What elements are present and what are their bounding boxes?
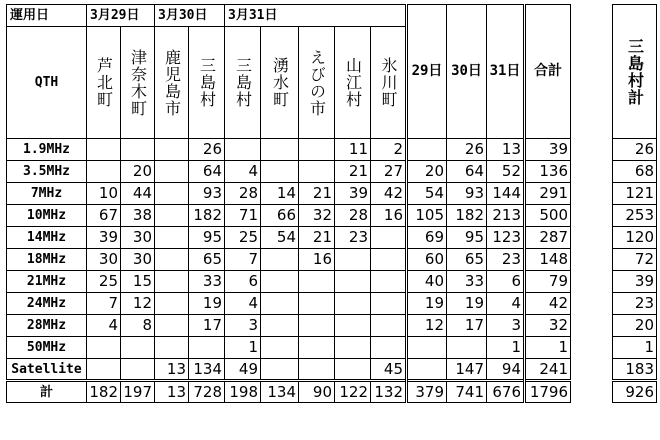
qso-count: 182 [189, 205, 225, 227]
qso-count: 30 [121, 249, 155, 271]
qso-count: 122 [335, 381, 371, 403]
qso-count: 11 [335, 139, 371, 161]
band-label: 21MHz [7, 271, 87, 293]
table-row [7, 359, 571, 381]
qso-count: 17 [189, 315, 225, 337]
qso-count: 65 [189, 249, 225, 271]
qso-count: 4 [225, 161, 261, 183]
grand-total: 32 [525, 315, 571, 337]
qso-table [6, 4, 571, 403]
qso-count [335, 293, 371, 315]
qso-count [121, 359, 155, 381]
qso-count: 44 [121, 183, 155, 205]
mishima-row [613, 315, 657, 337]
qso-count [87, 337, 121, 359]
mishima-count: 120 [613, 227, 657, 249]
qso-count: 95 [189, 227, 225, 249]
mishima-row [613, 139, 657, 161]
qso-count: 33 [189, 271, 225, 293]
qso-count [261, 139, 299, 161]
qso-count [261, 293, 299, 315]
qso-count [371, 271, 407, 293]
qso-count: 64 [189, 161, 225, 183]
qso-count: 182 [87, 381, 121, 403]
qso-count: 90 [299, 381, 335, 403]
day-total: 69 [407, 227, 447, 249]
qso-count: 4 [87, 315, 121, 337]
qso-count [155, 205, 189, 227]
qso-count [87, 139, 121, 161]
qso-count: 6 [225, 271, 261, 293]
qso-count: 26 [189, 139, 225, 161]
qso-count [225, 139, 261, 161]
day-total: 1 [487, 337, 525, 359]
grand-total: 42 [525, 293, 571, 315]
qso-count: 132 [371, 381, 407, 403]
place-mishima-0331: 三島村 [225, 27, 261, 139]
qso-count: 21 [299, 227, 335, 249]
qso-count [155, 161, 189, 183]
day-total: 741 [447, 381, 487, 403]
band-label: 1.9MHz [7, 139, 87, 161]
day-total: 23 [487, 249, 525, 271]
qso-count: 728 [189, 381, 225, 403]
date-0329: 3月29日 [87, 5, 155, 27]
qso-count: 23 [335, 227, 371, 249]
qso-count [371, 249, 407, 271]
mishima-count: 121 [613, 183, 657, 205]
qso-count [155, 183, 189, 205]
grand-total: 136 [525, 161, 571, 183]
qso-count: 25 [225, 227, 261, 249]
mishima-count: 926 [613, 381, 657, 403]
grand-total: 291 [525, 183, 571, 205]
qso-count: 16 [371, 205, 407, 227]
mishima-rows [613, 139, 657, 403]
table-row [7, 271, 571, 293]
mishima-count: 1 [613, 337, 657, 359]
day-total: 52 [487, 161, 525, 183]
grand-total: 39 [525, 139, 571, 161]
day-total: 144 [487, 183, 525, 205]
qso-count: 39 [87, 227, 121, 249]
mishima-total-header: 三島村計 [613, 5, 657, 139]
band-label: 7MHz [7, 183, 87, 205]
qso-count [155, 293, 189, 315]
band-rows [7, 139, 571, 403]
day-total: 26 [447, 139, 487, 161]
qso-count: 27 [371, 161, 407, 183]
qso-count [261, 271, 299, 293]
band-label: 10MHz [7, 205, 87, 227]
place-yamae: 山江村 [335, 27, 371, 139]
day-total: 6 [487, 271, 525, 293]
qso-count [299, 271, 335, 293]
total-row [7, 381, 571, 403]
place-ebino: えびの市 [299, 27, 335, 139]
qso-count: 16 [299, 249, 335, 271]
day-total: 54 [407, 183, 447, 205]
day30-header: 30日 [447, 5, 487, 139]
mishima-row [613, 205, 657, 227]
qso-count: 21 [335, 161, 371, 183]
operation-day-label: 運用日 [7, 5, 87, 27]
qso-count: 198 [225, 381, 261, 403]
qso-count [299, 293, 335, 315]
day-total: 13 [487, 139, 525, 161]
qso-count [371, 315, 407, 337]
qso-count: 67 [87, 205, 121, 227]
qso-count: 4 [225, 293, 261, 315]
qso-count: 42 [371, 183, 407, 205]
qso-count: 3 [225, 315, 261, 337]
qso-count: 197 [121, 381, 155, 403]
day-total: 64 [447, 161, 487, 183]
grand-total: 1 [525, 337, 571, 359]
grand-total: 148 [525, 249, 571, 271]
table-row [7, 205, 571, 227]
band-label: 24MHz [7, 293, 87, 315]
qso-count: 12 [121, 293, 155, 315]
band-label: 計 [7, 381, 87, 403]
qso-count: 134 [261, 381, 299, 403]
day-total: 213 [487, 205, 525, 227]
date-0331: 3月31日 [225, 5, 407, 27]
qso-count: 8 [121, 315, 155, 337]
qso-count [335, 271, 371, 293]
table-row [7, 249, 571, 271]
day-total: 33 [447, 271, 487, 293]
table-row [7, 227, 571, 249]
place-yusui: 湧水町 [261, 27, 299, 139]
qso-count: 66 [261, 205, 299, 227]
day-total [407, 359, 447, 381]
mishima-count: 20 [613, 315, 657, 337]
mishima-row [613, 293, 657, 315]
qso-count [299, 315, 335, 337]
qso-count: 93 [189, 183, 225, 205]
qso-count [371, 293, 407, 315]
qso-count [121, 139, 155, 161]
day-total: 94 [487, 359, 525, 381]
table-row [7, 337, 571, 359]
qso-count [335, 359, 371, 381]
qso-count [155, 249, 189, 271]
qso-count [155, 227, 189, 249]
day-total: 19 [447, 293, 487, 315]
mishima-count: 72 [613, 249, 657, 271]
qso-count [87, 161, 121, 183]
day-total: 147 [447, 359, 487, 381]
qso-count [299, 161, 335, 183]
qso-count [155, 337, 189, 359]
day-total: 93 [447, 183, 487, 205]
grand-total: 241 [525, 359, 571, 381]
grand-total: 79 [525, 271, 571, 293]
mishima-count: 26 [613, 139, 657, 161]
place-hikawa: 氷川町 [371, 27, 407, 139]
qso-count: 13 [155, 381, 189, 403]
qso-count [299, 139, 335, 161]
day-total [407, 139, 447, 161]
qso-count: 21 [299, 183, 335, 205]
table-row [7, 315, 571, 337]
qso-count [87, 359, 121, 381]
grand-total-header: 合計 [525, 5, 571, 139]
day-total: 20 [407, 161, 447, 183]
mishima-row [613, 183, 657, 205]
day-total: 123 [487, 227, 525, 249]
qso-count: 30 [87, 249, 121, 271]
qso-count: 71 [225, 205, 261, 227]
mishima-row [613, 227, 657, 249]
qso-count: 25 [87, 271, 121, 293]
day-total [447, 337, 487, 359]
mishima-row [613, 161, 657, 183]
grand-total: 500 [525, 205, 571, 227]
mishima-count: 253 [613, 205, 657, 227]
day-total: 3 [487, 315, 525, 337]
qso-count [299, 359, 335, 381]
qso-count [335, 337, 371, 359]
day-total: 12 [407, 315, 447, 337]
place-ashikita: 芦北町 [87, 27, 121, 139]
qso-count: 30 [121, 227, 155, 249]
place-mishima-0330: 三島村 [189, 27, 225, 139]
day-total: 676 [487, 381, 525, 403]
table-row [7, 161, 571, 183]
qso-count [261, 337, 299, 359]
qso-count: 39 [335, 183, 371, 205]
mishima-row [613, 337, 657, 359]
qso-count [261, 315, 299, 337]
qso-count: 14 [261, 183, 299, 205]
qso-count [155, 315, 189, 337]
day-total: 95 [447, 227, 487, 249]
mishima-header-row [613, 5, 657, 139]
grand-total: 1796 [525, 381, 571, 403]
band-label: 50MHz [7, 337, 87, 359]
day-total: 379 [407, 381, 447, 403]
qso-count: 19 [189, 293, 225, 315]
band-label: 3.5MHz [7, 161, 87, 183]
place-tsunagi: 津奈木町 [121, 27, 155, 139]
qso-count [189, 337, 225, 359]
qso-count: 28 [335, 205, 371, 227]
qso-count: 7 [87, 293, 121, 315]
mishima-total-row [613, 381, 657, 403]
qso-count: 38 [121, 205, 155, 227]
mishima-row [613, 249, 657, 271]
grand-total: 287 [525, 227, 571, 249]
qso-count [299, 337, 335, 359]
day-total: 182 [447, 205, 487, 227]
band-label: 28MHz [7, 315, 87, 337]
qso-count: 13 [155, 359, 189, 381]
qso-count: 2 [371, 139, 407, 161]
date-0330: 3月30日 [155, 5, 225, 27]
day-total: 60 [407, 249, 447, 271]
qso-count: 10 [87, 183, 121, 205]
qso-count [121, 337, 155, 359]
qso-count [371, 337, 407, 359]
date-header-row [7, 5, 571, 27]
qso-count: 15 [121, 271, 155, 293]
qso-count [371, 227, 407, 249]
band-label: 14MHz [7, 227, 87, 249]
qso-count: 32 [299, 205, 335, 227]
band-label: Satellite [7, 359, 87, 381]
qso-count: 20 [121, 161, 155, 183]
mishima-count: 23 [613, 293, 657, 315]
qso-count: 49 [225, 359, 261, 381]
qso-count: 7 [225, 249, 261, 271]
qso-count [261, 161, 299, 183]
day-total: 17 [447, 315, 487, 337]
qso-count [261, 249, 299, 271]
day-total [407, 337, 447, 359]
qth-label: QTH [7, 27, 87, 139]
mishima-count: 39 [613, 271, 657, 293]
qso-count [155, 271, 189, 293]
mishima-count: 183 [613, 359, 657, 381]
day-total: 65 [447, 249, 487, 271]
mishima-table [612, 4, 657, 403]
qso-count [261, 359, 299, 381]
day29-header: 29日 [407, 5, 447, 139]
qso-count: 54 [261, 227, 299, 249]
qso-count [155, 139, 189, 161]
day-total: 4 [487, 293, 525, 315]
qso-count [335, 249, 371, 271]
day-total: 105 [407, 205, 447, 227]
mishima-row [613, 359, 657, 381]
day-total: 40 [407, 271, 447, 293]
qso-count [335, 315, 371, 337]
qso-count: 134 [189, 359, 225, 381]
qso-count: 28 [225, 183, 261, 205]
table-row [7, 293, 571, 315]
qso-count: 1 [225, 337, 261, 359]
table-row [7, 183, 571, 205]
band-label: 18MHz [7, 249, 87, 271]
day-total: 19 [407, 293, 447, 315]
table-row [7, 139, 571, 161]
qso-count: 45 [371, 359, 407, 381]
mishima-count: 68 [613, 161, 657, 183]
place-kagoshima: 鹿児島市 [155, 27, 189, 139]
mishima-row [613, 271, 657, 293]
day31-header: 31日 [487, 5, 525, 139]
